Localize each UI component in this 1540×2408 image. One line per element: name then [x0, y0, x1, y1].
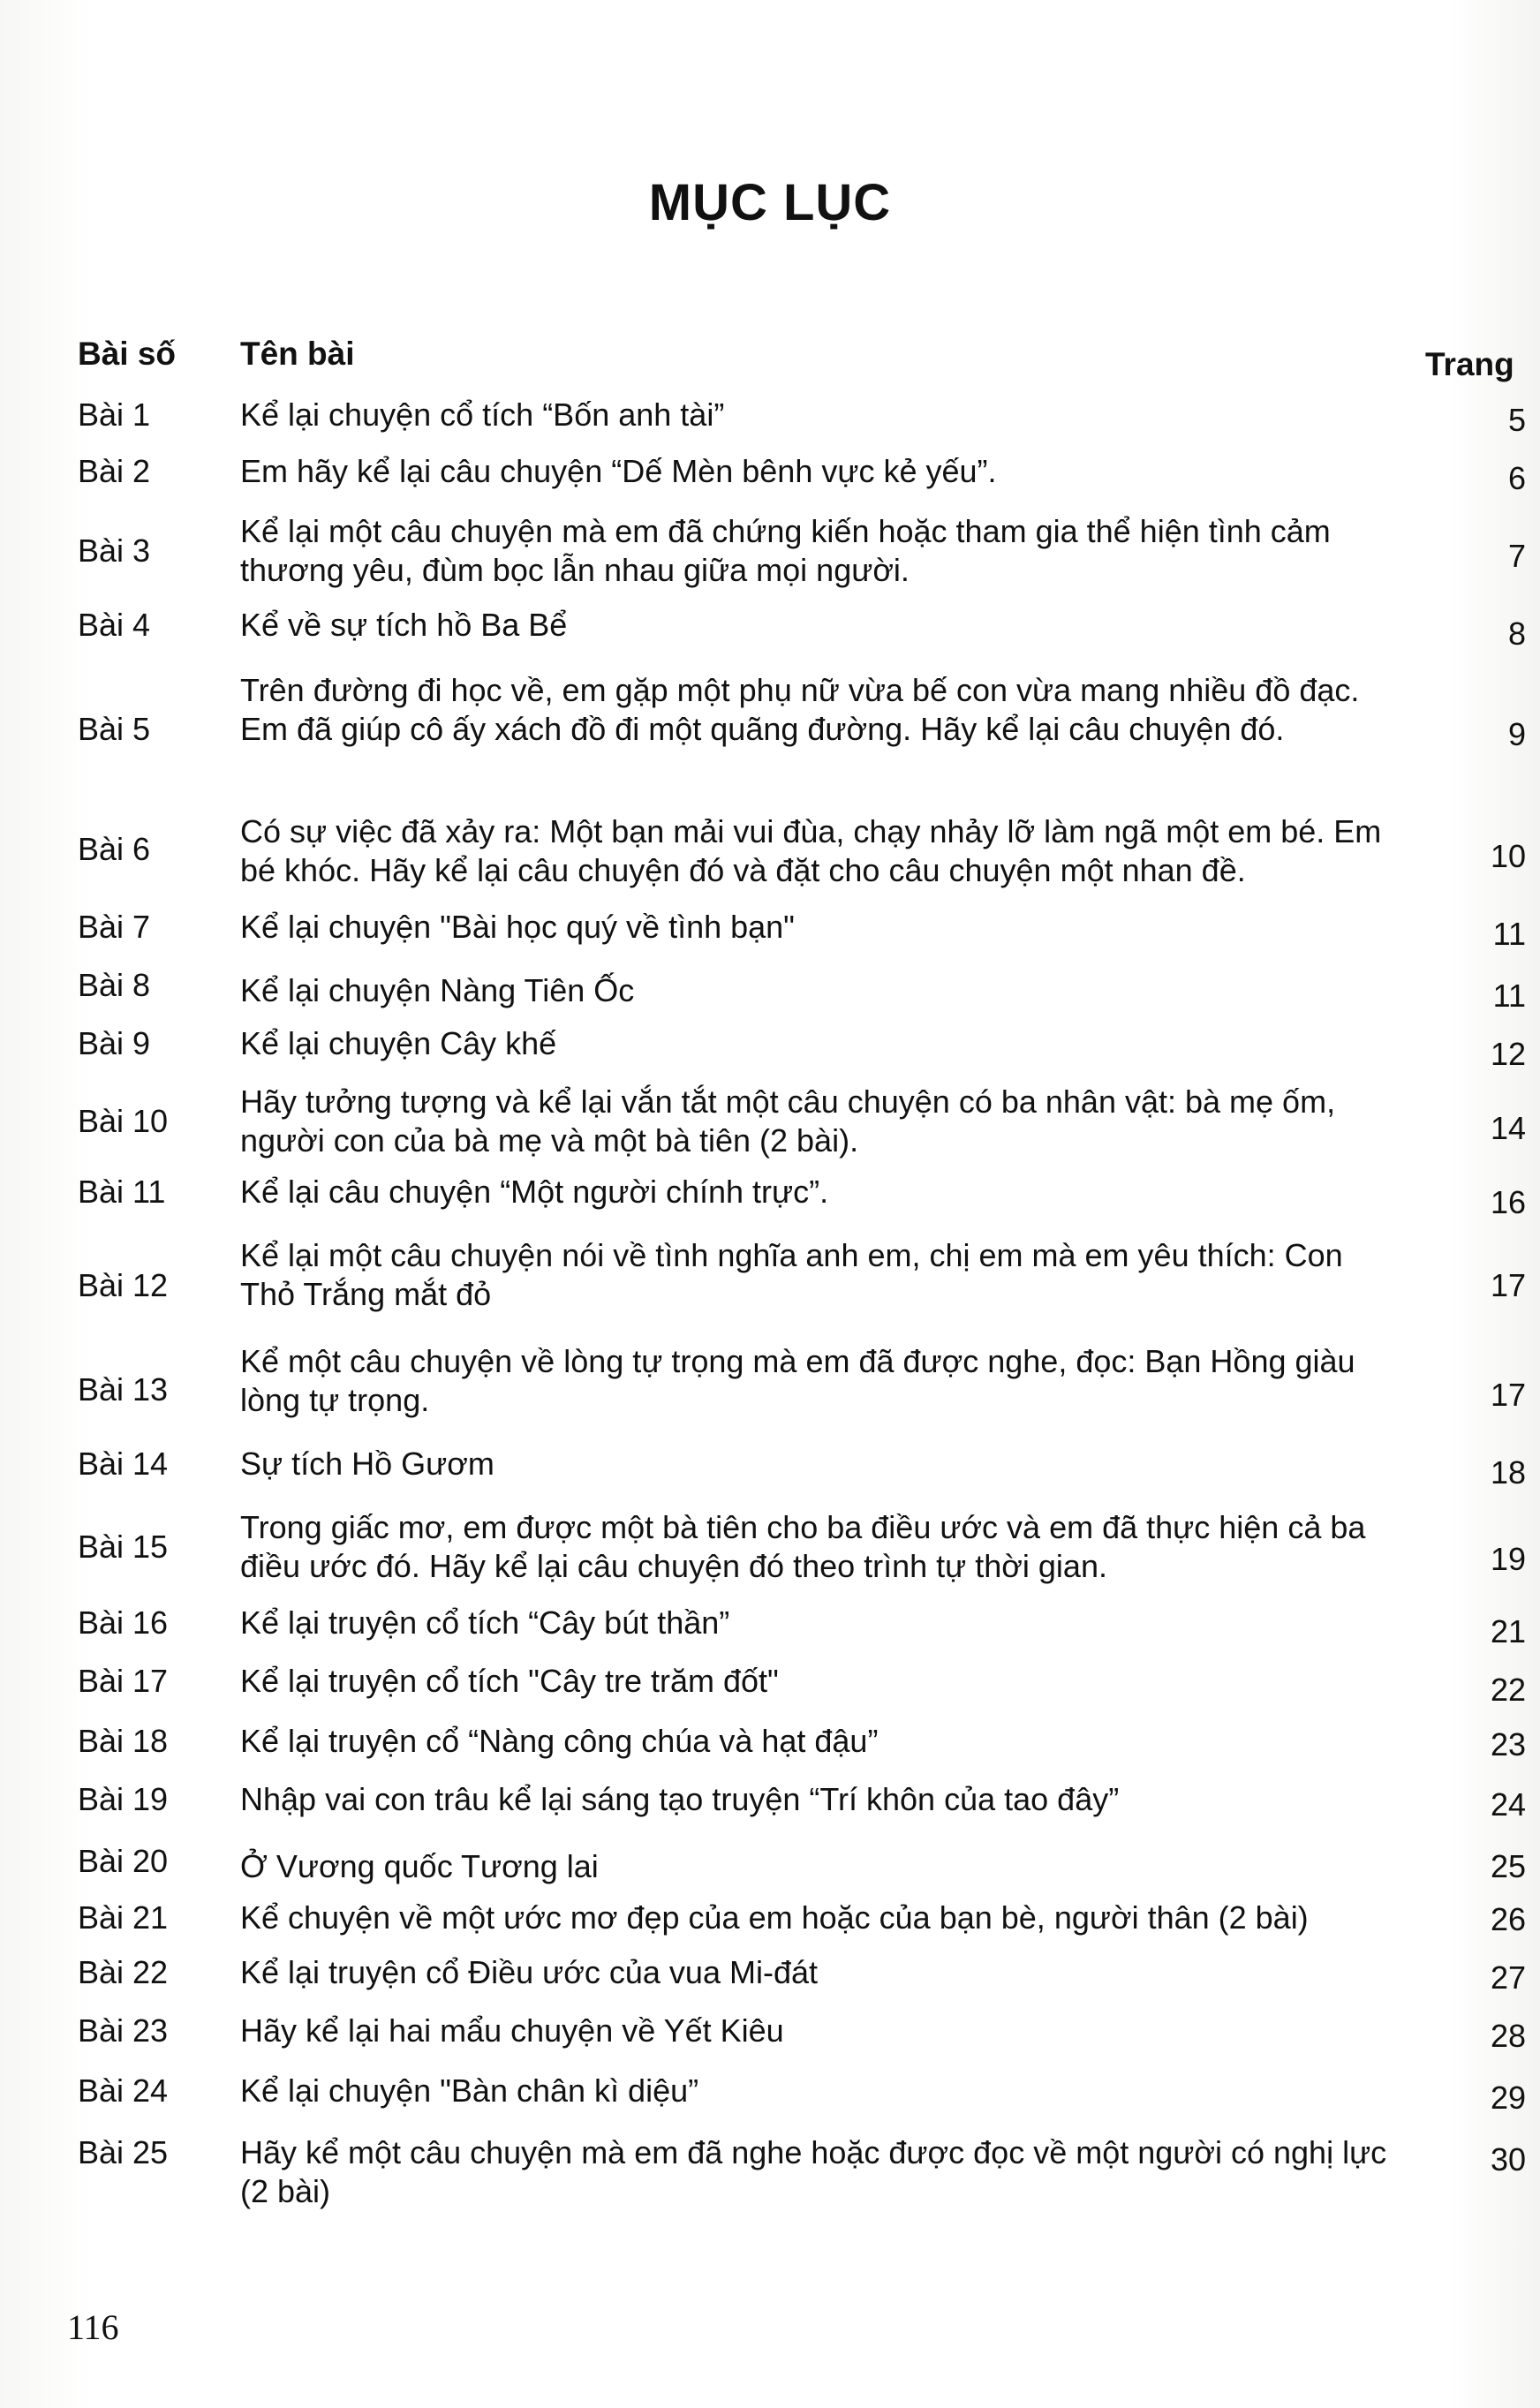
lesson-number: Bài 25: [78, 2134, 169, 2170]
lesson-number: Bài 17: [78, 1663, 169, 1699]
lesson-title: Em hãy kể lại câu chuyện “Dế Mèn bênh vực kẻ yếu”.: [240, 453, 997, 489]
lesson-page: 14: [1490, 1110, 1526, 1146]
lesson-page: 17: [1490, 1267, 1526, 1303]
lesson-number: Bài 24: [78, 2072, 169, 2109]
lesson-number: Bài 18: [78, 1723, 169, 1759]
lesson-page: 26: [1490, 1901, 1526, 1937]
lesson-title: Kể về sự tích hồ Ba Bể: [240, 607, 568, 643]
lesson-page: 28: [1490, 2018, 1526, 2054]
lesson-title: Kể lại truyện cổ “Nàng công chúa và hạt đậu”: [240, 1723, 879, 1759]
lesson-page: 9: [1507, 716, 1526, 752]
lesson-number: Bài 19: [78, 1781, 169, 1817]
lesson-page: 23: [1490, 1726, 1526, 1763]
lesson-number: Bài 10: [78, 1103, 169, 1139]
lesson-number: Bài 6: [78, 831, 151, 867]
lesson-title: Kể một câu chuyện về lòng tự trọng mà em đã được nghe, đọc: Bạn Hồng giàu lòng tự trọng.: [240, 1343, 1355, 1418]
lesson-page: 11: [1492, 916, 1526, 952]
lesson-title: Trong giấc mơ, em được một bà tiên cho ba điều ước và em đã thực hiện cả ba điều ước đó. Hãy kể lại câu chuyện đó theo trình tự thời gian.: [240, 1509, 1366, 1584]
lesson-number: Bài 20: [78, 1843, 169, 1879]
lesson-page: 21: [1490, 1613, 1526, 1649]
lesson-number: Bài 7: [78, 909, 151, 945]
lesson-page: 16: [1490, 1184, 1526, 1220]
lesson-title: Có sự việc đã xảy ra: Một bạn mải vui đùa, chạy nhảy lỡ làm ngã một em bé. Em bé khóc. Hãy kể lại câu chuyện đó và đặt cho câu chuyện một nhan đề.: [240, 813, 1382, 888]
lesson-page: 22: [1490, 1672, 1526, 1708]
lesson-title: Kể lại chuyện Nàng Tiên Ốc: [240, 972, 635, 1008]
lesson-title: Kể lại một câu chuyện nói về tình nghĩa anh em, chị em mà em yêu thích: Con Thỏ Trắng mắt đỏ: [240, 1237, 1343, 1312]
lesson-title: Ở Vương quốc Tương lai: [240, 1848, 599, 1884]
page-number: 116: [67, 2307, 119, 2347]
lesson-page: 19: [1490, 1541, 1526, 1577]
lesson-number: Bài 14: [78, 1446, 169, 1482]
lesson-title: Hãy kể lại hai mẩu chuyện về Yết Kiêu: [240, 2012, 784, 2049]
lesson-page: 25: [1490, 1848, 1526, 1884]
lesson-page: 17: [1490, 1377, 1526, 1413]
lesson-title: Trên đường đi học về, em gặp một phụ nữ vừa bế con vừa mang nhiều đồ đạc. Em đã giúp cô ấy xách đồ đi một quãng đường. Hãy kể lại câu chuyện đó.: [240, 672, 1360, 747]
lesson-title: Kể lại chuyện Cây khế: [240, 1025, 557, 1061]
lesson-number: Bài 2: [78, 453, 151, 489]
lesson-number: Bài 16: [78, 1604, 169, 1641]
lesson-page: 12: [1490, 1036, 1526, 1072]
lesson-page: 10: [1490, 838, 1526, 874]
lesson-title: Kể lại truyện cổ tích “Cây bút thần”: [240, 1604, 730, 1641]
lesson-page: 18: [1490, 1454, 1526, 1491]
lesson-title: Kể lại câu chuyện “Một người chính trực”.: [240, 1174, 829, 1210]
lesson-number: Bài 22: [78, 1954, 169, 1990]
lesson-number: Bài 23: [78, 2012, 169, 2049]
lesson-page: 8: [1507, 615, 1526, 652]
lesson-title: Kể lại chuyện "Bài học quý về tình bạn": [240, 909, 795, 945]
lesson-title: Kể lại chuyện cổ tích “Bốn anh tài”: [240, 396, 725, 433]
lesson-number: Bài 5: [78, 711, 151, 747]
header-title-column: Tên bài: [240, 336, 355, 372]
lesson-title: Kể chuyện về một ước mơ đẹp của em hoặc của bạn bè, người thân (2 bài): [240, 1899, 1309, 1936]
lesson-number: Bài 4: [78, 607, 151, 643]
lesson-title: Kể lại truyện cổ tích "Cây tre trăm đốt": [240, 1663, 779, 1699]
lesson-number: Bài 9: [78, 1025, 151, 1061]
lesson-title: Nhập vai con trâu kể lại sáng tạo truyện “Trí khôn của tao đây”: [240, 1781, 1120, 1817]
lesson-page: 30: [1490, 2141, 1526, 2178]
lesson-number: Bài 3: [78, 532, 151, 569]
lesson-number: Bài 1: [78, 396, 151, 433]
lesson-page: 5: [1507, 402, 1526, 438]
lesson-title: Hãy kể một câu chuyện mà em đã nghe hoặc được đọc về một người có nghị lực (2 bài): [240, 2134, 1387, 2209]
lesson-title: Kể lại truyện cổ Điều ước của vua Mi-đát: [240, 1954, 818, 1990]
lesson-title: Kể lại một câu chuyện mà em đã chứng kiến hoặc tham gia thể hiện tình cảm thương yêu, đùm bọc lẫn nhau giữa mọi người.: [240, 513, 1331, 588]
lesson-page: 7: [1507, 538, 1526, 574]
lesson-number: Bài 21: [78, 1899, 169, 1936]
lesson-title: Hãy tưởng tượng và kể lại vắn tắt một câu chuyện có ba nhân vật: bà mẹ ốm, người con của bà mẹ và một bà tiên (2 bài).: [240, 1083, 1336, 1159]
lesson-number: Bài 8: [78, 967, 151, 1003]
lesson-page: 24: [1490, 1786, 1526, 1823]
header-number-column: Bài số: [78, 336, 177, 372]
lesson-page: 11: [1492, 978, 1526, 1014]
lesson-page: 27: [1490, 1959, 1526, 1996]
lesson-page: 29: [1490, 2080, 1526, 2116]
toc-header: [78, 328, 1526, 381]
header-page-column: Trang: [1425, 346, 1514, 382]
lesson-page: 6: [1507, 460, 1526, 496]
lesson-number: Bài 15: [78, 1529, 169, 1565]
lesson-number: Bài 13: [78, 1371, 169, 1408]
page-title: MỤC LỤC: [648, 174, 892, 231]
lesson-number: Bài 11: [78, 1174, 166, 1210]
lesson-title: Sự tích Hồ Gươm: [240, 1446, 494, 1482]
lesson-number: Bài 12: [78, 1267, 169, 1303]
lesson-title: Kể lại chuyện "Bàn chân kì diệu”: [240, 2072, 699, 2109]
